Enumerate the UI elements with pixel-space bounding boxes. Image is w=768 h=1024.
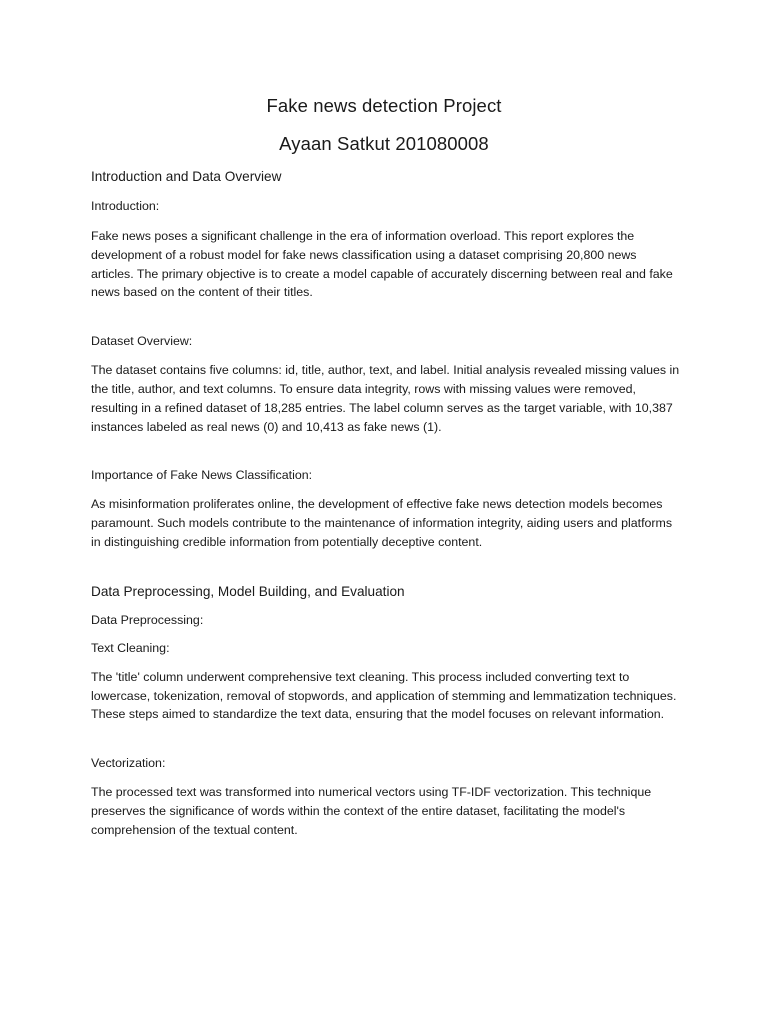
paragraph-text-cleaning: The 'title' column underwent comprehensive text cleaning. This process included converting text to lowercase, tokenization, removal of stopwords, and application of stemming and lemmatization techniques. These steps aimed to standardize the text data, ensuring that the model focuses on relevant information. (91, 669, 677, 722)
paragraph-importance: As misinformation proliferates online, the development of effective fake news detection models becomes paramount. Such models contribute to the maintenance of information integrity, aiding users and platforms in distinguishing credible information from potentially deceptive content. (91, 497, 673, 549)
paragraph-vectorization: The processed text was transformed into numerical vectors using TF-IDF vectorization. This technique preserves the significance of words within the context of the entire dataset, facilitating the model's comprehension of the textual content. (91, 785, 652, 837)
section-heading-preprocessing: Data Preprocessing, Model Building, and Evaluation (91, 583, 405, 599)
document-body (91, 168, 681, 840)
paragraph-dataset-overview: The dataset contains five columns: id, title, author, text, and label. Initial analysis revealed missing values in the title, author, and text columns. To ensure data integrity, rows with missing values were removed, resulting in a refined dataset of 18,285 entries. The label column serves as the target variable, with 10,387 instances labeled as real news (0) and 10,413 as fake news (1). (91, 363, 680, 434)
subheading-introduction: Introduction: (91, 199, 160, 213)
subheading-text-cleaning: Text Cleaning: (91, 640, 170, 655)
subheading-data-preprocessing: Data Preprocessing: (91, 612, 204, 627)
document-title: Fake news detection Project (266, 95, 502, 116)
section-heading-introduction: Introduction and Data Overview (91, 169, 282, 184)
subheading-dataset-overview: Dataset Overview: (91, 334, 193, 349)
document-author-line: Ayaan Satkut 201080008 (279, 133, 489, 154)
subheading-vectorization: Vectorization: (91, 756, 166, 771)
paragraph-introduction: Fake news poses a significant challenge in the era of information overload. This report explores the development of a robust model for fake news classification using a dataset comprising 20,800 news articles. The primary objective is to create a model capable of accurately discerning between real and fake news based on the content of their titles. (91, 229, 673, 300)
subheading-importance: Importance of Fake News Classification: (91, 468, 313, 483)
